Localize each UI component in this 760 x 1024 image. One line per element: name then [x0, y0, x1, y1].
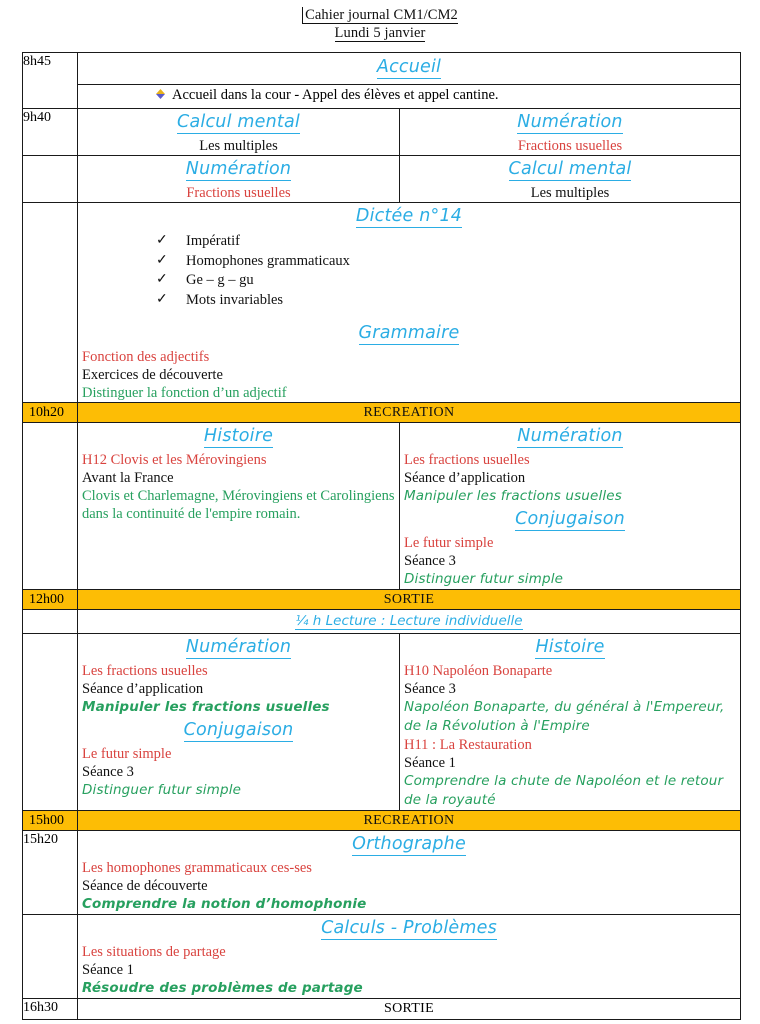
subject-heading-grammaire: Grammaire	[358, 323, 460, 343]
numeration-seance: Séance d’application	[404, 470, 526, 486]
conjugaison-seance: Séance 3	[404, 553, 456, 569]
rituels-r1-right-detail: Fractions usuelles	[517, 138, 623, 154]
subject-heading-conjugaison-pm: Conjugaison	[183, 720, 294, 740]
time-dictee-blank	[23, 203, 78, 403]
table-row-calculs	[23, 915, 741, 999]
histoire-pm-seance-2: Séance 1	[404, 755, 456, 771]
histoire-pm-objectif-2: Comprendre la chute de Napoléon et le retour de la royauté	[404, 773, 724, 808]
rituels-r1-left-detail: Les multiples	[199, 138, 278, 154]
conjugaison-pm-notion: Le futur simple	[82, 746, 172, 762]
table-row-accueil	[23, 53, 741, 85]
table-row-sortie-soir	[23, 999, 741, 1020]
subject-heading-numeration: Numération	[517, 112, 623, 132]
histoire-pm-objectif-1: Napoléon Bonaparte, du général à l'Empereur, de la Révolution à l'Empire	[404, 699, 725, 734]
time-rituels-blank	[23, 156, 78, 203]
histoire-pm-notion-1: H10 Napoléon Bonaparte	[404, 663, 553, 679]
orthographe-seance: Séance de découverte	[82, 878, 208, 894]
dictee-checklist	[78, 232, 740, 310]
list-item: ✓ Impératif	[156, 232, 740, 252]
banner-sortie-midi: SORTIE	[78, 590, 741, 610]
dictee-grammaire-cell	[78, 203, 741, 403]
orthographe-cell	[78, 831, 741, 915]
orthographe-objectif: Comprendre la notion d’homophonie	[82, 896, 367, 912]
page-title-text: Cahier journal CM1/CM2	[302, 7, 458, 24]
bloc-1020-left-cell	[78, 423, 400, 590]
subject-heading-accueil: Accueil	[376, 57, 442, 77]
histoire-notion: H12 Clovis et les Mérovingiens	[82, 452, 267, 468]
schedule-table	[22, 52, 741, 1020]
rituels-r2-left-detail: Fractions usuelles	[186, 185, 291, 201]
subject-heading-numeration-2: Numération	[185, 159, 292, 179]
table-row-orthographe	[23, 831, 741, 915]
table-row-recreation-matin	[23, 403, 741, 423]
subject-heading-numeration-3: Numération	[517, 426, 623, 446]
table-row-dictee	[23, 203, 741, 403]
time-accueil: 8h45	[23, 53, 78, 109]
calculs-objectif: Résoudre des problèmes de partage	[82, 980, 363, 996]
table-row-lecture	[23, 610, 741, 634]
time-rituels: 9h40	[23, 109, 78, 156]
subject-heading-conjugaison: Conjugaison	[515, 509, 625, 529]
subject-heading-calcul-mental-2: Calcul mental	[508, 159, 632, 179]
time-sortie-midi: 12h00	[23, 590, 78, 610]
table-row-rituels-1	[23, 109, 741, 156]
list-item	[156, 271, 740, 291]
lecture-cell	[78, 610, 741, 634]
rituels-r2-right-detail: Les multiples	[530, 185, 610, 201]
numeration-pm-objectif: Manipuler les fractions usuelles	[82, 699, 330, 715]
numeration-pm-seance: Séance d’application	[82, 681, 204, 697]
banner-recreation-aprem: RECREATION	[78, 811, 741, 831]
grammaire-seance: Exercices de découverte	[82, 367, 223, 383]
page-subtitle-text: Lundi 5 janvier	[334, 25, 426, 41]
subject-heading-dictee: Dictée n°14	[355, 206, 463, 226]
table-row-recreation-aprem	[23, 811, 741, 831]
subject-heading-calculs-problemes: Calculs - Problèmes	[321, 918, 497, 938]
rituels-r1-right-cell	[400, 109, 741, 156]
conjugaison-notion: Le futur simple	[404, 535, 494, 551]
bloc-1020-right-cell	[400, 423, 741, 590]
table-row-rituels-2	[23, 156, 741, 203]
label-sortie-soir: SORTIE	[78, 999, 741, 1020]
histoire-pm-seance-1: Séance 3	[404, 681, 456, 697]
calculs-seance: Séance 1	[82, 962, 134, 978]
wingding-diamond-bullet-icon	[156, 89, 165, 100]
grammaire-objectif: Distinguer la fonction d’un adjectif	[82, 385, 287, 401]
conjugaison-pm-seance: Séance 3	[82, 764, 134, 780]
accueil-bullet-text: Accueil dans la cour - Appel des élèves et appel cantine.	[172, 87, 499, 103]
subject-heading-histoire-pm: Histoire	[535, 637, 605, 657]
table-row-accueil-detail	[23, 85, 741, 109]
accueil-bullet-line	[78, 85, 740, 108]
accueil-detail-cell	[78, 85, 741, 109]
document-header	[0, 0, 760, 42]
banner-recreation-matin: RECREATION	[78, 403, 741, 423]
time-sortie-soir: 16h30	[23, 999, 78, 1020]
calculs-cell	[78, 915, 741, 999]
numeration-pm-notion: Les fractions usuelles	[82, 663, 208, 679]
histoire-seance: Avant la France	[82, 470, 174, 486]
rituels-r1-left-cell	[78, 109, 400, 156]
time-bloc-apresmidi-blank	[23, 634, 78, 811]
histoire-objectif: Clovis et Charlemagne, Mérovingiens et Carolingiens dans la continuité de l'empire romain.	[82, 488, 395, 522]
subject-heading-histoire: Histoire	[203, 426, 274, 446]
calculs-notion: Les situations de partage	[82, 944, 226, 960]
subject-heading-calcul-mental: Calcul mental	[177, 112, 300, 132]
conjugaison-pm-objectif: Distinguer futur simple	[82, 782, 242, 798]
table-row-bloc-1020	[23, 423, 741, 590]
time-recreation-matin: 10h20	[23, 403, 78, 423]
bloc-apresmidi-left-cell	[78, 634, 400, 811]
rituels-r2-right-cell	[400, 156, 741, 203]
list-item: ✓ Homophones grammaticaux	[156, 252, 740, 272]
accueil-subject-cell	[78, 53, 741, 85]
grammaire-notion: Fonction des adjectifs	[82, 349, 210, 365]
numeration-objectif: Manipuler les fractions usuelles	[404, 488, 622, 504]
time-bloc-1520: 15h20	[23, 831, 78, 915]
time-lecture-blank	[23, 610, 78, 634]
time-recreation-aprem: 15h00	[23, 811, 78, 831]
page-subtitle	[0, 24, 760, 42]
time-bloc-1020-blank	[23, 423, 78, 590]
rituels-r2-left-cell	[78, 156, 400, 203]
orthographe-notion: Les homophones grammaticaux ces-ses	[82, 860, 312, 876]
table-row-bloc-apresmidi	[23, 634, 741, 811]
conjugaison-objectif: Distinguer futur simple	[404, 571, 564, 587]
numeration-notion: Les fractions usuelles	[404, 452, 530, 468]
histoire-pm-notion-2: H11 : La Restauration	[404, 737, 532, 753]
lecture-label: ¼ h Lecture : Lecture individuelle	[295, 613, 523, 629]
bloc-apresmidi-right-cell	[400, 634, 741, 811]
subject-heading-numeration-pm: Numération	[185, 637, 292, 657]
time-calculs-blank	[23, 915, 78, 999]
page-title	[0, 6, 760, 24]
list-item-text: Ge – g – gu	[186, 272, 254, 288]
subject-heading-orthographe: Orthographe	[352, 834, 466, 854]
table-row-sortie-midi	[23, 590, 741, 610]
list-item: ✓ Mots invariables	[156, 291, 740, 311]
